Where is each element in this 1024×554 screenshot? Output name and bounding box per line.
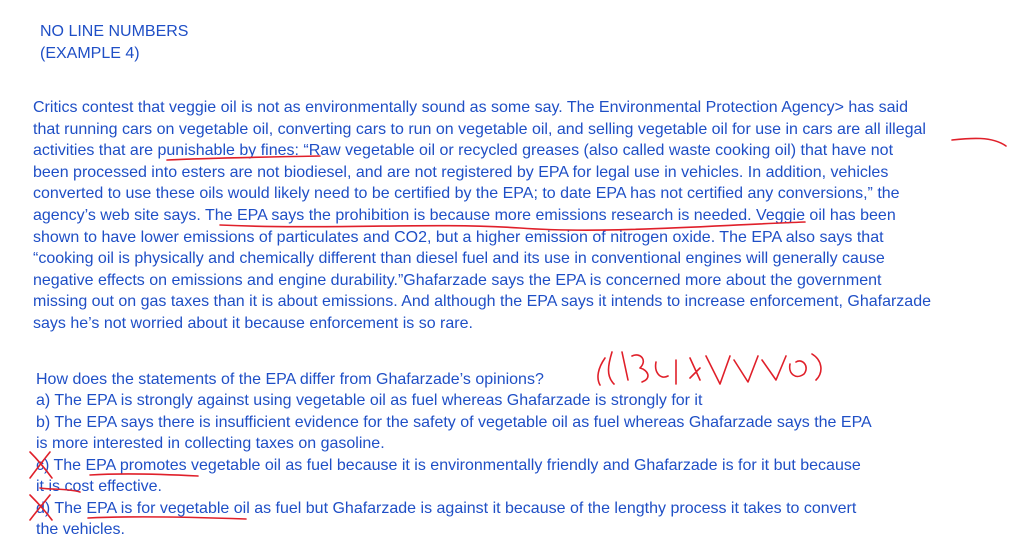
option-d-line-1: d) The EPA is for vegetable oil as fuel but Ghafarzade is against it because of the lengthy process it takes to convert [36,500,857,517]
option-c-line-2: it is cost effective. [36,478,162,495]
passage-line: activities that are punishable by fines: “Raw vegetable oil or recycled greases (also called waste cooking oil) that have not [33,142,894,160]
handwritten-note [598,352,821,385]
option-c-line-1: c) The EPA promotes vegetable oil as fuel because it is environmentally friendly and Ghafarzade is for it but because [36,457,861,474]
passage-line: been processed into esters are not biodiesel, and are not registered by EPA for legal use in vehicles. In addition, vehicles [33,163,889,181]
passage-line: says he’s not worried about it because enforcement is so rare. [33,314,473,332]
passage-line: Critics contest that veggie oil is not as environmentally sound as some say. The Environmental Protection Agency> has said [33,99,908,116]
passage-line: negative effects on emissions and engine durability.”Ghafarzade says the EPA is concerned more about the government [33,271,882,289]
passage-line: missing out on gas taxes than it is about emissions. And although the EPA says it intends to increase enforcement, Ghafarzade [33,293,931,311]
header-line-2: (EXAMPLE 4) [40,45,140,62]
option-d-line-2: the vehicles. [36,521,125,538]
passage-line: converted to use these oils would likely need to be certified by the EPA; to date EPA has not certified any conversions,” the [33,185,900,203]
passage-line: shown to have lower emissions of particulates and CO2, but a higher emission of nitrogen oxide. The EPA also says that [33,228,884,246]
option-a: a) The EPA is strongly against using vegetable oil as fuel whereas Ghafarzade is strongly for it [36,392,703,409]
passage-line: “cooking oil is physically and chemically different than diesel fuel and its use in conventional engines will generally cause [33,250,885,268]
passage [33,97,1018,335]
option-b-line-2: is more interested in collecting taxes on gasoline. [36,435,385,452]
passage-line: that running cars on vegetable oil, converting cars to run on vegetable oil, and selling vegetable oil for use in cars are all illegal [33,120,926,138]
question-stem: How does the statements of the EPA differ from Ghafarzade’s opinions? [36,371,544,388]
passage-line: agency’s web site says. The EPA says the prohibition is because more emissions research is needed. Veggie oil has been [33,206,896,224]
option-b-line-1: b) The EPA says there is insufficient evidence for the safety of vegetable oil as fuel whereas Ghafarzade says the EPA [36,414,872,431]
header-line-1: NO LINE NUMBERS [40,23,189,40]
